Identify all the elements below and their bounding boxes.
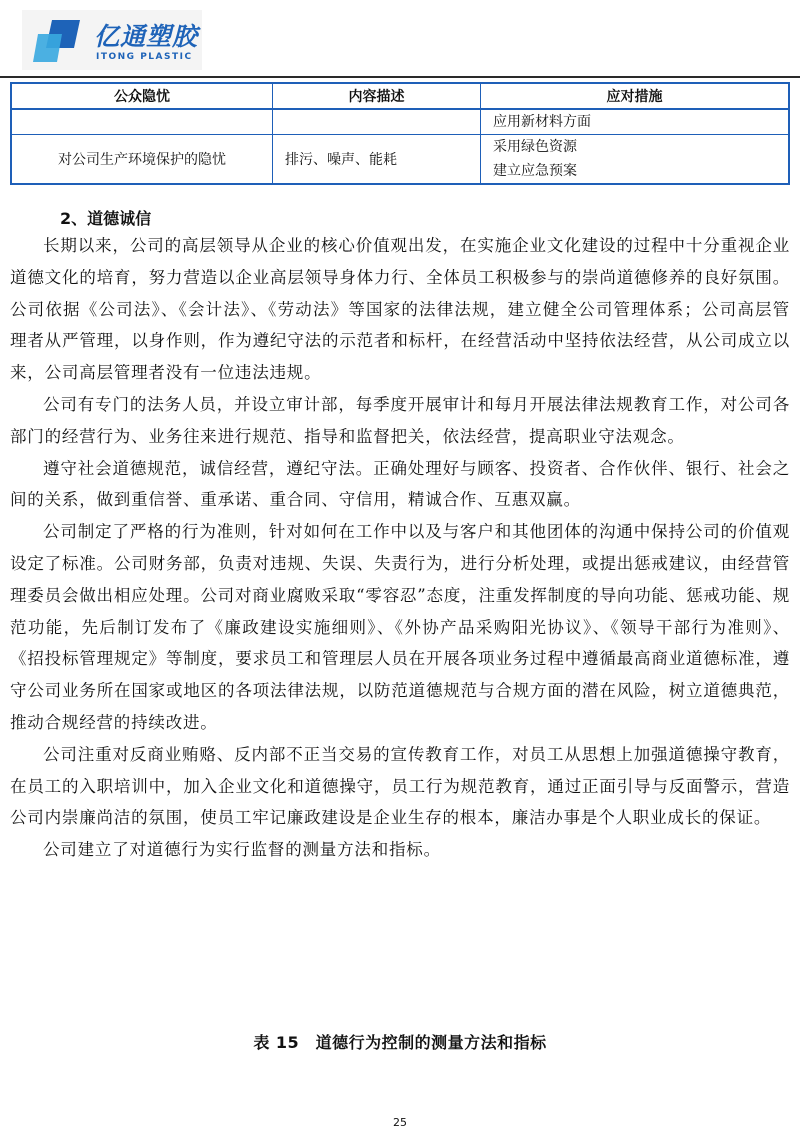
- table-row: [11, 109, 789, 135]
- table-caption: 表 15 道德行为控制的测量方法和指标: [253, 1033, 547, 1052]
- paragraph: 公司建立了对道德行为实行监督的测量方法和指标。: [43, 840, 441, 860]
- table-cell-concern: [11, 109, 273, 135]
- company-logo: [22, 10, 202, 70]
- table-header-row: [11, 83, 789, 109]
- column-header-description: 内容描述: [273, 83, 481, 109]
- column-header-concern: 公众隐忧: [11, 83, 273, 109]
- logo-mark-icon: [30, 18, 90, 64]
- measure-line: 建立应急预案: [493, 163, 577, 179]
- table-cell-description: [273, 109, 481, 135]
- paragraph: 公司制定了严格的行为准则，针对如何在工作中以及与客户和其他团体的沟通中保持公司的价值观设定了标准。公司财务部，负责对违规、失误、失责行为，进行分析处理，或提出惩戒建议，由经营管理委员会做出相应处理。公司对商业腐败采取“零容忍”态度，注重发挥制度的导向功能、惩戒功能、规范功能，先后制订发布了《廉政建设实施细则》、《外协产品采购阳光协议》、《领导干部行为准则》、《招投标管理规定》等制度，要求员工和管理层人员在开展各项业务过程中遵循最高商业道德标准，遵守公司业务所在国家或地区的各项法律法规，以防范道德规范与合规方面的潜在风险，树立道德典范，推动合规经营的持续改进。: [10, 522, 790, 732]
- table-row: [11, 135, 789, 185]
- table-cell-measures: [481, 135, 790, 185]
- header-divider: [0, 76, 800, 78]
- measure-line: 采用绿色资源: [493, 139, 577, 155]
- paragraph: 长期以来，公司的高层领导从企业的核心价值观出发，在实施企业文化建设的过程中十分重视企业道德文化的培育，努力营造以企业高层领导身体力行、全体员工积极参与的崇尚道德修养的良好氛围。公司依据《公司法》、《会计法》、《劳动法》等国家的法律法规，建立健全公司管理体系；公司高层管理者从严管理，以身作则，作为遵纪守法的示范者和标杆，在经营活动中坚持依法经营，从公司成立以来，公司高层管理者没有一位违法违规。: [10, 236, 790, 383]
- logo-english-name: ITONG PLASTIC: [96, 52, 193, 62]
- table-cell-description: 排污、噪声、能耗: [273, 135, 481, 185]
- table-cell-measures: [481, 109, 790, 135]
- paragraph: 公司注重对反商业贿赂、反内部不正当交易的宣传教育工作，对员工从思想上加强道德操守教育，在员工的入职培训中，加入企业文化和道德操守，员工行为规范教育，通过正面引导与反面警示，营造公司内崇廉尚洁的氛围，使员工牢记廉政建设是企业生存的根本，廉洁办事是个人职业成长的保证。: [10, 744, 790, 828]
- page-number: 25: [393, 1116, 407, 1129]
- paragraph: 公司有专门的法务人员，并设立审计部，每季度开展审计和每月开展法律法规教育工作，对公司各部门的经营行为、业务往来进行规范、指导和监督把关，依法经营，提高职业守法观念。: [10, 394, 790, 446]
- section-heading: 2、道德诚信: [60, 209, 152, 228]
- public-concerns-table: [10, 82, 790, 185]
- logo-chinese-name: 亿通塑胶: [94, 22, 199, 51]
- body-text: [10, 230, 790, 866]
- paragraph: 遵守社会道德规范，诚信经营，遵纪守法。正确处理好与顾客、投资者、合作伙伴、银行、社会之间的关系，做到重信誉、重承诺、重合同、守信用，精诚合作、互惠双赢。: [10, 458, 790, 510]
- measure-line: 应用新材料方面: [493, 114, 591, 130]
- column-header-measures: 应对措施: [481, 83, 790, 109]
- table-cell-concern: 对公司生产环境保护的隐忧: [11, 135, 273, 185]
